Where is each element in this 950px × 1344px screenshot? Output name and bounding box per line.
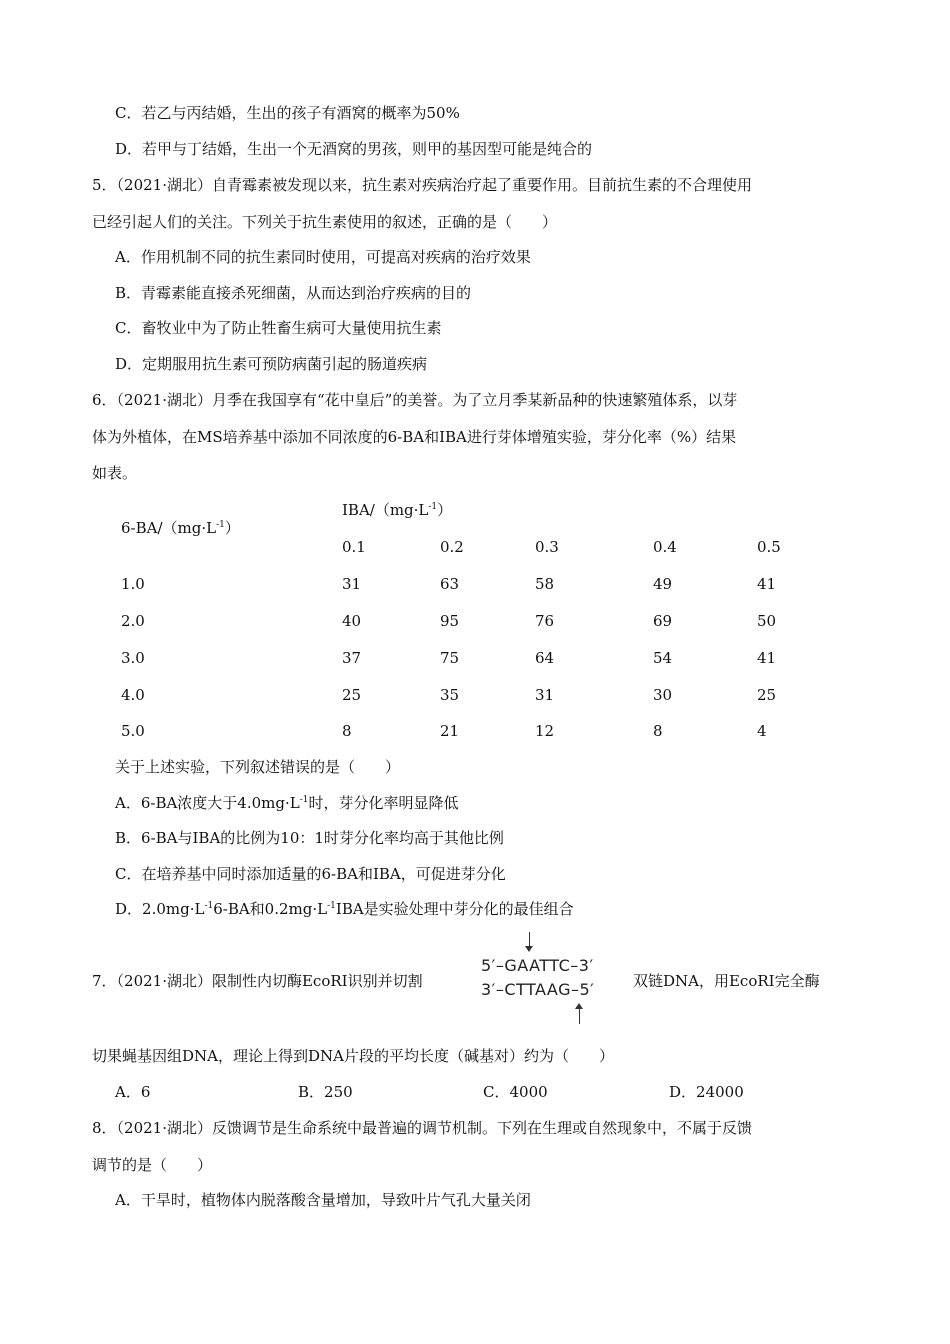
table-cell: 35 (440, 686, 460, 704)
table-cell: 25 (342, 686, 362, 704)
cut-arrowhead-top-icon (525, 946, 533, 952)
table-cell: 63 (440, 575, 460, 593)
q5-option-a: A．作用机制不同的抗生素同时使用，可提高对疾病的治疗效果 (115, 248, 531, 266)
table-cell: 8 (653, 722, 663, 740)
table-cell: 64 (535, 649, 555, 667)
dna-top-strand: 5′–GAATTC–3′ (481, 956, 594, 975)
q6-option-d: D．$2.0mg\cdot L^{-1}6-BA$和$0.2mg\cdot L^{-1}IBA$是实验处理中芽分化的最佳组合 (115, 900, 574, 918)
q7-option-b: B．250 (298, 1083, 353, 1101)
table-row-label: 3.0 (121, 649, 145, 667)
q5-stem-line2: 已经引起人们的关注。下列关于抗生素使用的叙述，正确的是（ ） (92, 213, 558, 231)
q6-option-b: B．6-BA与IBA的比例为10：1时芽分化率均高于其他比例 (115, 829, 504, 847)
table-cell: 40 (342, 612, 362, 630)
table-cell: 12 (535, 722, 555, 740)
table-cell: 50 (757, 612, 777, 630)
q5-option-d: D．定期服用抗生素可预防病菌引起的肠道疾病 (115, 355, 428, 373)
table-cell: 95 (440, 612, 460, 630)
table-cell: 41 (757, 649, 777, 667)
table-cell: 69 (653, 612, 673, 630)
table-cell: 41 (757, 575, 777, 593)
q6-stem-line3: 如表。 (92, 464, 138, 482)
table-row-header: $6-BA/(mg\cdot L^{-1})$ (121, 519, 240, 537)
table-row-label: 1.0 (121, 575, 145, 593)
option-c-prev: C．若乙与丙结婚，生出的孩子有酒窝的概率为50% (115, 104, 460, 122)
table-col-header: 0.1 (342, 538, 366, 556)
table-cell: 25 (757, 686, 777, 704)
q7-stem-line1-pre: 7．（2021·湖北）限制性内切酶EcoRI识别并切割 (92, 972, 423, 990)
table-row-label: 5.0 (121, 722, 145, 740)
table-cell: 31 (342, 575, 362, 593)
table-row-label: 4.0 (121, 686, 145, 704)
table-cell: 4 (757, 722, 767, 740)
option-d-prev: D．若甲与丁结婚，生出一个无酒窝的男孩，则甲的基因型可能是纯合的 (115, 140, 593, 158)
table-cell: 49 (653, 575, 673, 593)
table-cell: 8 (342, 722, 352, 740)
q5-option-c: C．畜牧业中为了防止牲畜生病可大量使用抗生素 (115, 319, 442, 337)
table-cell: 54 (653, 649, 673, 667)
q8-stem-line2: 调节的是（ ） (92, 1156, 213, 1174)
q8-stem-line1: 8．（2021·湖北）反馈调节是生命系统中最普遍的调节机制。下列在生理或自然现象中，不属于反馈 (92, 1119, 752, 1137)
table-cell: 58 (535, 575, 555, 593)
cut-arrow-bottom-icon (579, 1008, 580, 1024)
table-cell: 76 (535, 612, 555, 630)
q6-stem-line2: 体为外植体，在MS培养基中添加不同浓度的6-BA和IBA进行芽体增殖实验，芽分化率（%）结果 (92, 428, 737, 446)
table-cell: 21 (440, 722, 460, 740)
q6-option-c: C．在培养基中同时添加适量的6-BA和IBA，可促进芽分化 (115, 865, 506, 883)
q6-stem-line1: 6．（2021·湖北）月季在我国享有“花中皇后”的美誉。为了立月季某新品种的快速繁殖体系，以芽 (92, 391, 738, 409)
q5-stem-line1: 5．（2021·湖北）自青霉素被发现以来，抗生素对疾病治疗起了重要作用。目前抗生素的不合理使用 (92, 176, 752, 194)
table-cell: 31 (535, 686, 555, 704)
table-row-label: 2.0 (121, 612, 145, 630)
q7-option-a: A．6 (115, 1083, 151, 1101)
table-col-header: 0.3 (535, 538, 559, 556)
table-cell: 30 (653, 686, 673, 704)
table-col-header: 0.2 (440, 538, 464, 556)
table-cell: 75 (440, 649, 460, 667)
q8-option-a: A．干旱时，植物体内脱落酸含量增加，导致叶片气孔大量关闭 (115, 1191, 531, 1209)
table-col-header: 0.4 (653, 538, 677, 556)
q6-option-a: A．6-BA浓度大于$4.0mg\cdot L^{-1}$时，芽分化率明显降低 (115, 794, 459, 812)
table-col-header: 0.5 (757, 538, 781, 556)
dna-bottom-strand: 3′–CTTAAG–5′ (481, 980, 595, 999)
table-cell: 37 (342, 649, 362, 667)
q7-option-c: C．4000 (483, 1083, 548, 1101)
q7-option-d: D．24000 (669, 1083, 744, 1101)
q7-stem-line1-post: 双链DNA，用EcoRI完全酶 (633, 972, 820, 990)
q6-question: 关于上述实验，下列叙述错误的是（ ） (115, 758, 401, 776)
q5-option-b: B．青霉素能直接杀死细菌，从而达到治疗疾病的目的 (115, 284, 472, 302)
q7-stem-line2: 切果蝇基因组DNA，理论上得到DNA片段的平均长度（碱基对）约为（ ） (92, 1047, 614, 1065)
table-col-group-header: IBA/$(mg\cdot L^{-1})$ (342, 501, 453, 519)
